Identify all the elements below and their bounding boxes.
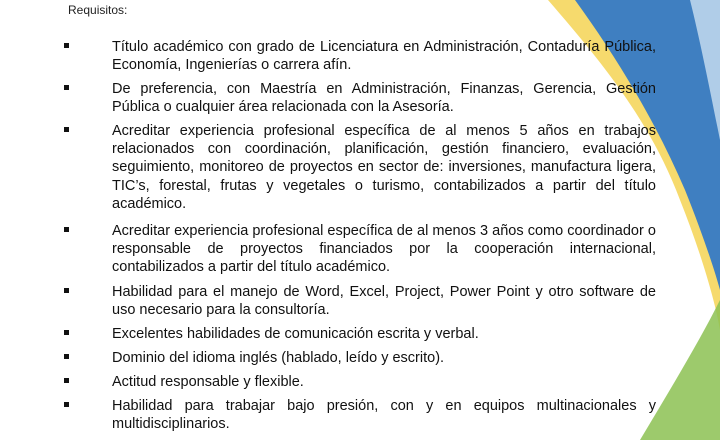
requirement-text: Dominio del idioma inglés (hablado, leído y escrito). xyxy=(112,350,445,366)
requirement-text: Título académico con grado de Licenciatura en Administración, Contaduría Pública, Economía, Ingenierías o carrera afín. xyxy=(112,39,656,74)
requirement-text: Habilidad para el manejo de Word, Excel, Project, Power Point y otro software de uso necesario para la consultoría. xyxy=(112,284,656,319)
bullet-icon xyxy=(64,227,69,232)
bullet-icon xyxy=(64,85,69,90)
bullet-icon xyxy=(64,330,69,335)
requirement-text: De preferencia, con Maestría en Administración, Finanzas, Gerencia, Gestión Pública o cualquier área relacionada con la Asesoría. xyxy=(112,81,656,116)
bullet-icon xyxy=(64,402,69,407)
requirement-text: Habilidad para trabajar bajo presión, con y en equipos multinacionales y multidisciplinarios. xyxy=(112,398,656,433)
section-heading: Requisitos: xyxy=(68,3,128,17)
bullet-icon xyxy=(64,354,69,359)
bullet-icon xyxy=(64,378,69,383)
bullet-icon xyxy=(64,288,69,293)
requirement-text: Acreditar experiencia profesional específica de al menos 3 años como coordinador o responsable de proyectos financiados por la cooperación internacional, contabilizados a partir del título académico. xyxy=(112,223,656,276)
requirement-text: Acreditar experiencia profesional específica de al menos 5 años en trabajos relacionados con coordinación, planificación, gestión financiero, evaluación, seguimiento, monitoreo de proyectos en sector de: inversiones, manufactura ligera, TIC’s, forestal, frutas y vegetales o turismo, contabilizados a partir del título académico. xyxy=(112,123,656,212)
bullet-icon xyxy=(64,127,69,132)
bullet-icon xyxy=(64,43,69,48)
requirement-text: Actitud responsable y flexible. xyxy=(112,374,304,390)
requirement-text: Excelentes habilidades de comunicación escrita y verbal. xyxy=(112,326,479,342)
